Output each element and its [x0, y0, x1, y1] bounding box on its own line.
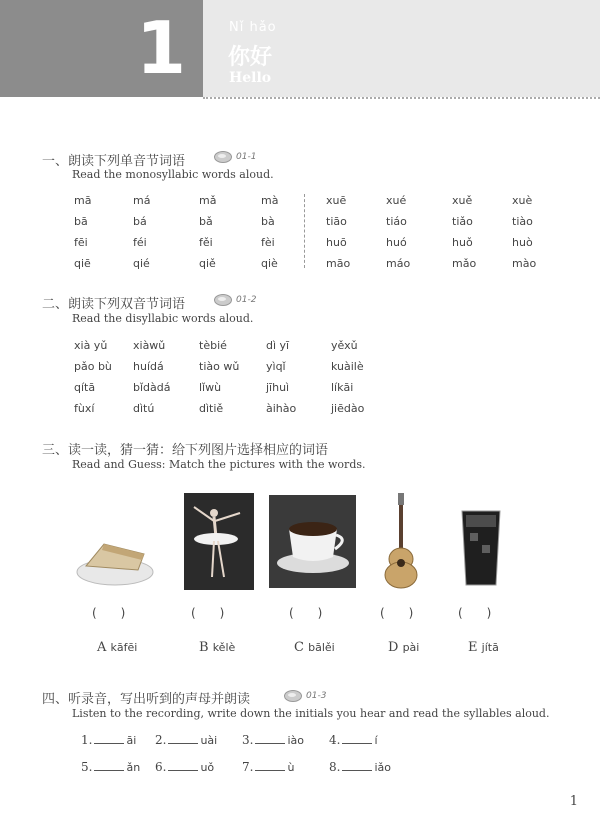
answer-blank[interactable]: ( ): [92, 606, 126, 620]
syllable-final: āi: [126, 734, 137, 747]
monosyllable: mà: [261, 194, 279, 207]
disyllable: xià yǔ: [74, 339, 108, 352]
answer-blank[interactable]: ( ): [458, 606, 492, 620]
audio-track-label: 01-1: [236, 152, 257, 162]
word-option: [294, 640, 335, 655]
option-word: jítā: [481, 641, 499, 654]
disyllable: kuàilè: [331, 360, 364, 373]
monosyllable: fēi: [74, 236, 88, 249]
monosyllable: tiǎo: [452, 215, 473, 228]
item-number: 2.: [155, 733, 167, 747]
word-option: [468, 640, 499, 655]
disyllable: xiàwǔ: [133, 339, 166, 352]
monosyllable: xuē: [326, 194, 347, 207]
dictation-item[interactable]: [329, 760, 391, 774]
initial-blank[interactable]: [168, 733, 198, 744]
disyllable: jiēdào: [331, 402, 365, 415]
lesson-title-pinyin: Nǐ hǎo: [229, 20, 277, 35]
answer-blank[interactable]: ( ): [191, 606, 225, 620]
section-2-subtitle: Read the disyllabic words aloud.: [72, 312, 254, 325]
item-number: 5.: [81, 760, 93, 774]
disyllable: huídá: [133, 360, 164, 373]
disyllable: fùxí: [74, 402, 95, 415]
monosyllable: mǎo: [452, 257, 477, 270]
option-word: kělè: [212, 641, 236, 654]
item-number: 8.: [329, 760, 341, 774]
monosyllable: huō: [326, 236, 347, 249]
lesson-title-chinese: 你好: [228, 45, 273, 70]
disyllable: dìtiě: [199, 402, 224, 415]
option-word: bālěi: [308, 641, 335, 654]
dictation-item[interactable]: [155, 733, 217, 747]
initial-blank[interactable]: [168, 760, 198, 771]
monosyllable: xuè: [512, 194, 533, 207]
word-option: [199, 640, 235, 655]
disyllable: qítā: [74, 381, 96, 394]
section-1-title: 一、朗读下列单音节词语: [42, 154, 186, 169]
dictation-item[interactable]: [81, 733, 136, 747]
disyllable: tiào wǔ: [199, 360, 240, 373]
speaker-icon[interactable]: [214, 151, 232, 163]
section-2-title: 二、朗读下列双音节词语: [42, 297, 186, 312]
disyllable: tèbié: [199, 339, 227, 352]
option-word: pài: [402, 641, 420, 654]
dictation-item[interactable]: [155, 760, 214, 774]
disyllable: jīhuì: [266, 381, 290, 394]
monosyllable: huò: [512, 236, 533, 249]
monosyllable: tiāo: [326, 215, 347, 228]
monosyllable: mǎ: [199, 194, 217, 207]
section-4-subtitle: Listen to the recording, write down the initials you hear and read the syllables aloud.: [72, 707, 550, 720]
option-letter: D: [388, 640, 399, 655]
disyllable: líkāi: [331, 381, 354, 394]
initial-blank[interactable]: [342, 760, 372, 771]
monosyllable: má: [133, 194, 151, 207]
disyllable: yěxǔ: [331, 339, 358, 352]
dictation-item[interactable]: [81, 760, 140, 774]
disyllable: lǐwù: [199, 381, 222, 394]
disyllable: àihào: [266, 402, 297, 415]
word-option: [388, 640, 419, 655]
coffee-cup-picture: [269, 495, 356, 588]
syllable-final: iào: [287, 734, 304, 747]
section-3-title: 三、读一读，猜一猜：给下列图片选择相应的词语: [42, 443, 329, 458]
dotted-divider: [203, 97, 600, 99]
monosyllable: huǒ: [452, 236, 473, 249]
guitar-picture: [380, 493, 422, 590]
monosyllable: fěi: [199, 236, 213, 249]
initial-blank[interactable]: [94, 760, 124, 771]
dictation-item[interactable]: [242, 733, 304, 747]
monosyllable: féi: [133, 236, 147, 249]
audio-track-label: 01-3: [306, 691, 327, 701]
initial-blank[interactable]: [342, 733, 372, 744]
pie-picture: [74, 530, 156, 588]
monosyllable: xué: [386, 194, 407, 207]
monosyllable: bà: [261, 215, 275, 228]
disyllable: bǐdàdá: [133, 381, 171, 394]
section-3-subtitle: Read and Guess: Match the pictures with the words.: [72, 458, 366, 471]
option-letter: C: [294, 640, 304, 655]
initial-blank[interactable]: [255, 733, 285, 744]
section-4-title: 四、听录音，写出听到的声母并朗读: [42, 692, 251, 707]
lesson-title-english: Hello: [229, 70, 272, 86]
option-letter: B: [199, 640, 209, 655]
monosyllable: bā: [74, 215, 88, 228]
page-number: 1: [569, 794, 578, 809]
monosyllable: bá: [133, 215, 147, 228]
section-1-subtitle: Read the monosyllabic words aloud.: [72, 168, 274, 181]
syllable-final: ù: [287, 761, 295, 774]
syllable-final: uài: [200, 734, 218, 747]
section-2-audio[interactable]: [214, 294, 256, 306]
syllable-final: ǎn: [126, 761, 141, 774]
dictation-item[interactable]: [329, 733, 378, 747]
item-number: 1.: [81, 733, 93, 747]
speaker-icon[interactable]: [284, 690, 302, 702]
section-1-audio[interactable]: [214, 151, 256, 163]
ballet-dancer-picture: [184, 493, 254, 590]
column-divider: [304, 194, 305, 268]
monosyllable: mào: [512, 257, 537, 270]
speaker-icon[interactable]: [214, 294, 232, 306]
monosyllable: tiáo: [386, 215, 407, 228]
cola-glass-picture: [458, 505, 504, 590]
disyllable: dìtú: [133, 402, 155, 415]
monosyllable: bǎ: [199, 215, 213, 228]
answer-blank[interactable]: ( ): [380, 606, 414, 620]
syllable-final: uǒ: [200, 761, 215, 774]
disyllable: dì yī: [266, 339, 290, 352]
monosyllable: fèi: [261, 236, 275, 249]
section-4-audio[interactable]: [284, 690, 326, 702]
option-letter: A: [97, 640, 107, 655]
item-number: 4.: [329, 733, 341, 747]
item-number: 6.: [155, 760, 167, 774]
disyllable: yìqǐ: [266, 360, 286, 373]
item-number: 7.: [242, 760, 254, 774]
option-word: kāfēi: [110, 641, 138, 654]
lesson-number: 1: [136, 6, 187, 90]
monosyllable: qiě: [199, 257, 216, 270]
monosyllable: xuě: [452, 194, 473, 207]
monosyllable: qiē: [74, 257, 91, 270]
monosyllable: tiào: [512, 215, 533, 228]
monosyllable: qié: [133, 257, 150, 270]
monosyllable: qiè: [261, 257, 278, 270]
initial-blank[interactable]: [255, 760, 285, 771]
monosyllable: mā: [74, 194, 92, 207]
monosyllable: máo: [386, 257, 411, 270]
word-option: [97, 640, 137, 655]
dictation-item[interactable]: [242, 760, 294, 774]
answer-blank[interactable]: ( ): [289, 606, 323, 620]
disyllable: pǎo bù: [74, 360, 112, 373]
monosyllable: huó: [386, 236, 407, 249]
item-number: 3.: [242, 733, 254, 747]
syllable-final: í: [374, 734, 378, 747]
monosyllable: māo: [326, 257, 351, 270]
initial-blank[interactable]: [94, 733, 124, 744]
option-letter: E: [468, 640, 478, 655]
audio-track-label: 01-2: [236, 295, 257, 305]
syllable-final: iǎo: [374, 761, 391, 774]
